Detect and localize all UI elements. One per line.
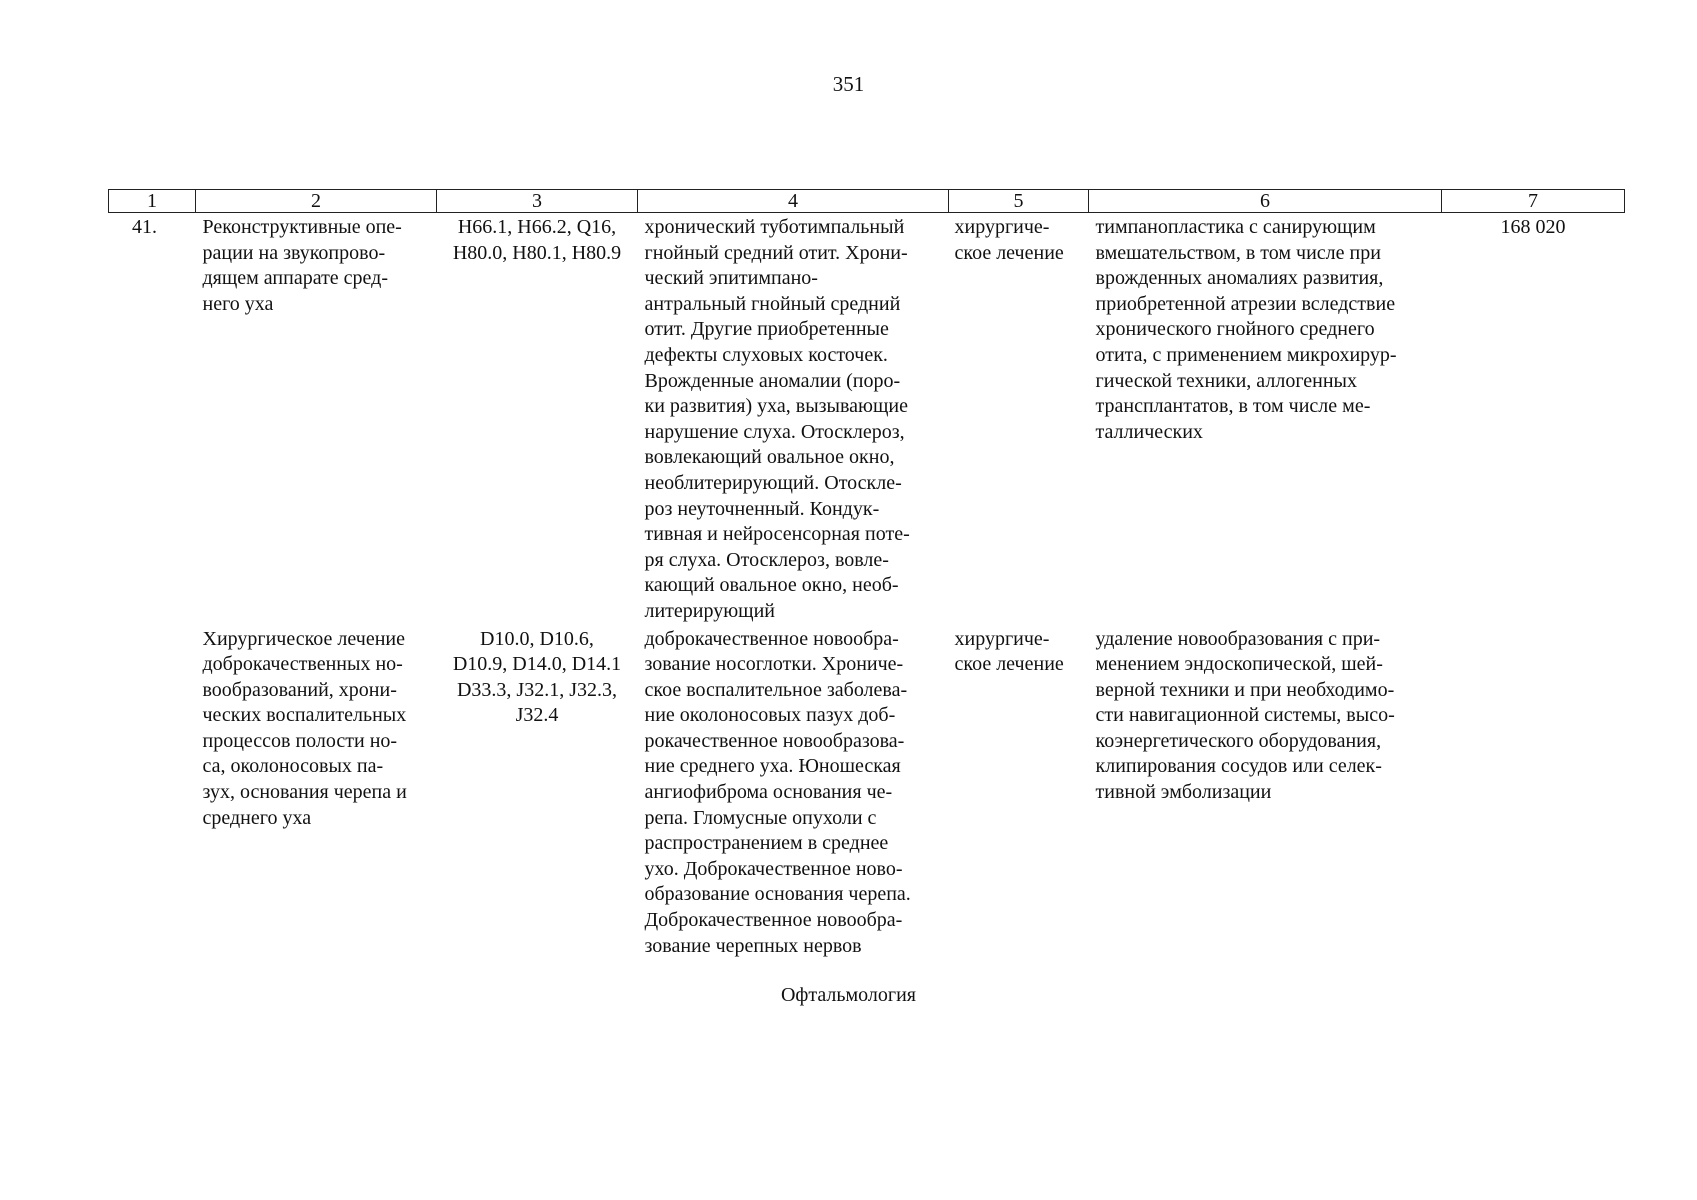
service-name-cell [196, 213, 437, 625]
services-table [108, 189, 1625, 959]
diagnosis-cell [638, 625, 949, 960]
treatment-type: хирургиче- ское лечение [954, 216, 1064, 264]
icd-codes: H66.1, H66.2, Q16, H80.0, H80.1, H80.9 [452, 216, 622, 264]
treatment-method: удаление новообразования с при- менением эндоскопической, шей- верной техники и при необходимо- сти навигационной системы, высо- коэнергетического оборудования, клипирования сосудов или селек- тивной эмболизации [1095, 627, 1395, 804]
header-row [109, 190, 1625, 213]
cost-cell [1442, 625, 1625, 960]
page-number: 351 [832, 72, 865, 96]
treatment-method-cell [1089, 625, 1442, 960]
treatment-type: хирургиче- ское лечение [954, 627, 1064, 676]
column-header-1: 1 [109, 190, 196, 213]
service-name-cell [196, 625, 437, 960]
treatment-type-cell [949, 213, 1089, 625]
column-header-5: 5 [949, 190, 1089, 213]
treatment-type-cell [949, 625, 1089, 960]
service-name: Реконструктивные опе- рации на звукопрово- дящем аппарате сред- него уха [202, 216, 402, 315]
row-number-cell [109, 625, 196, 960]
icd-codes-cell [437, 213, 638, 625]
table-row [109, 213, 1625, 625]
cost: 168 020 [1500, 216, 1566, 238]
table-row [109, 625, 1625, 960]
icd-codes-cell [437, 625, 638, 960]
row-number: 41. [132, 216, 157, 238]
diagnosis: доброкачественное новообра- зование носоглотки. Хрониче- ское воспалительное заболева- ние околоносовых пазух доб- рокачественное новообразова- ние среднего уха. Юношеская ангиофиброма основания че- репа. Гломусные опухоли с распространением в среднее ухо. Доброкачественное ново- образование основания черепа. Доброкачественное новообра- зование черепных нервов [644, 627, 911, 957]
column-header-7: 7 [1442, 190, 1625, 213]
row-number-cell [109, 213, 196, 625]
column-header-3: 3 [437, 190, 638, 213]
diagnosis-cell [638, 213, 949, 625]
column-header-6: 6 [1089, 190, 1442, 213]
column-header-2: 2 [196, 190, 437, 213]
column-header-4: 4 [638, 190, 949, 213]
service-name: Хирургическое лечение доброкачественных но- вообразований, хрони- ческих воспалительных процессов полости но- са, околоносовых па- зух, основания черепа и среднего уха [202, 627, 407, 829]
diagnosis: хронический туботимпальный гнойный средний отит. Хрони- ческий эпитимпано- антральный гнойный средний отит. Другие приобретенные дефекты слуховых косточек. Врожденные аномалии (поро- ки развития) уха, вызывающие нарушение слуха. Отосклероз, вовлекающий овальное окно, необлитерирующий. Отоскле- роз неуточненный. Кондук- тивная и нейросенсорная поте- ря слуха. Отосклероз, вовле- кающий овальное окно, необ- литерирующий [644, 216, 910, 622]
treatment-method-cell [1089, 213, 1442, 625]
cost-cell [1442, 213, 1625, 625]
section-heading: Офтальмология [780, 984, 917, 1006]
treatment-method: тимпанопластика с санирующим вмешательством, в том числе при врожденных аномалиях развития, приобретенной атрезии вследствие хронического гнойного среднего отита, с применением микрохирур- гической техники, аллогенных трансплантатов, в том числе ме- таллических [1095, 216, 1397, 443]
icd-codes: D10.0, D10.6, D10.9, D14.0, D14.1 D33.3, J32.1, J32.3, J32.4 [452, 627, 622, 727]
